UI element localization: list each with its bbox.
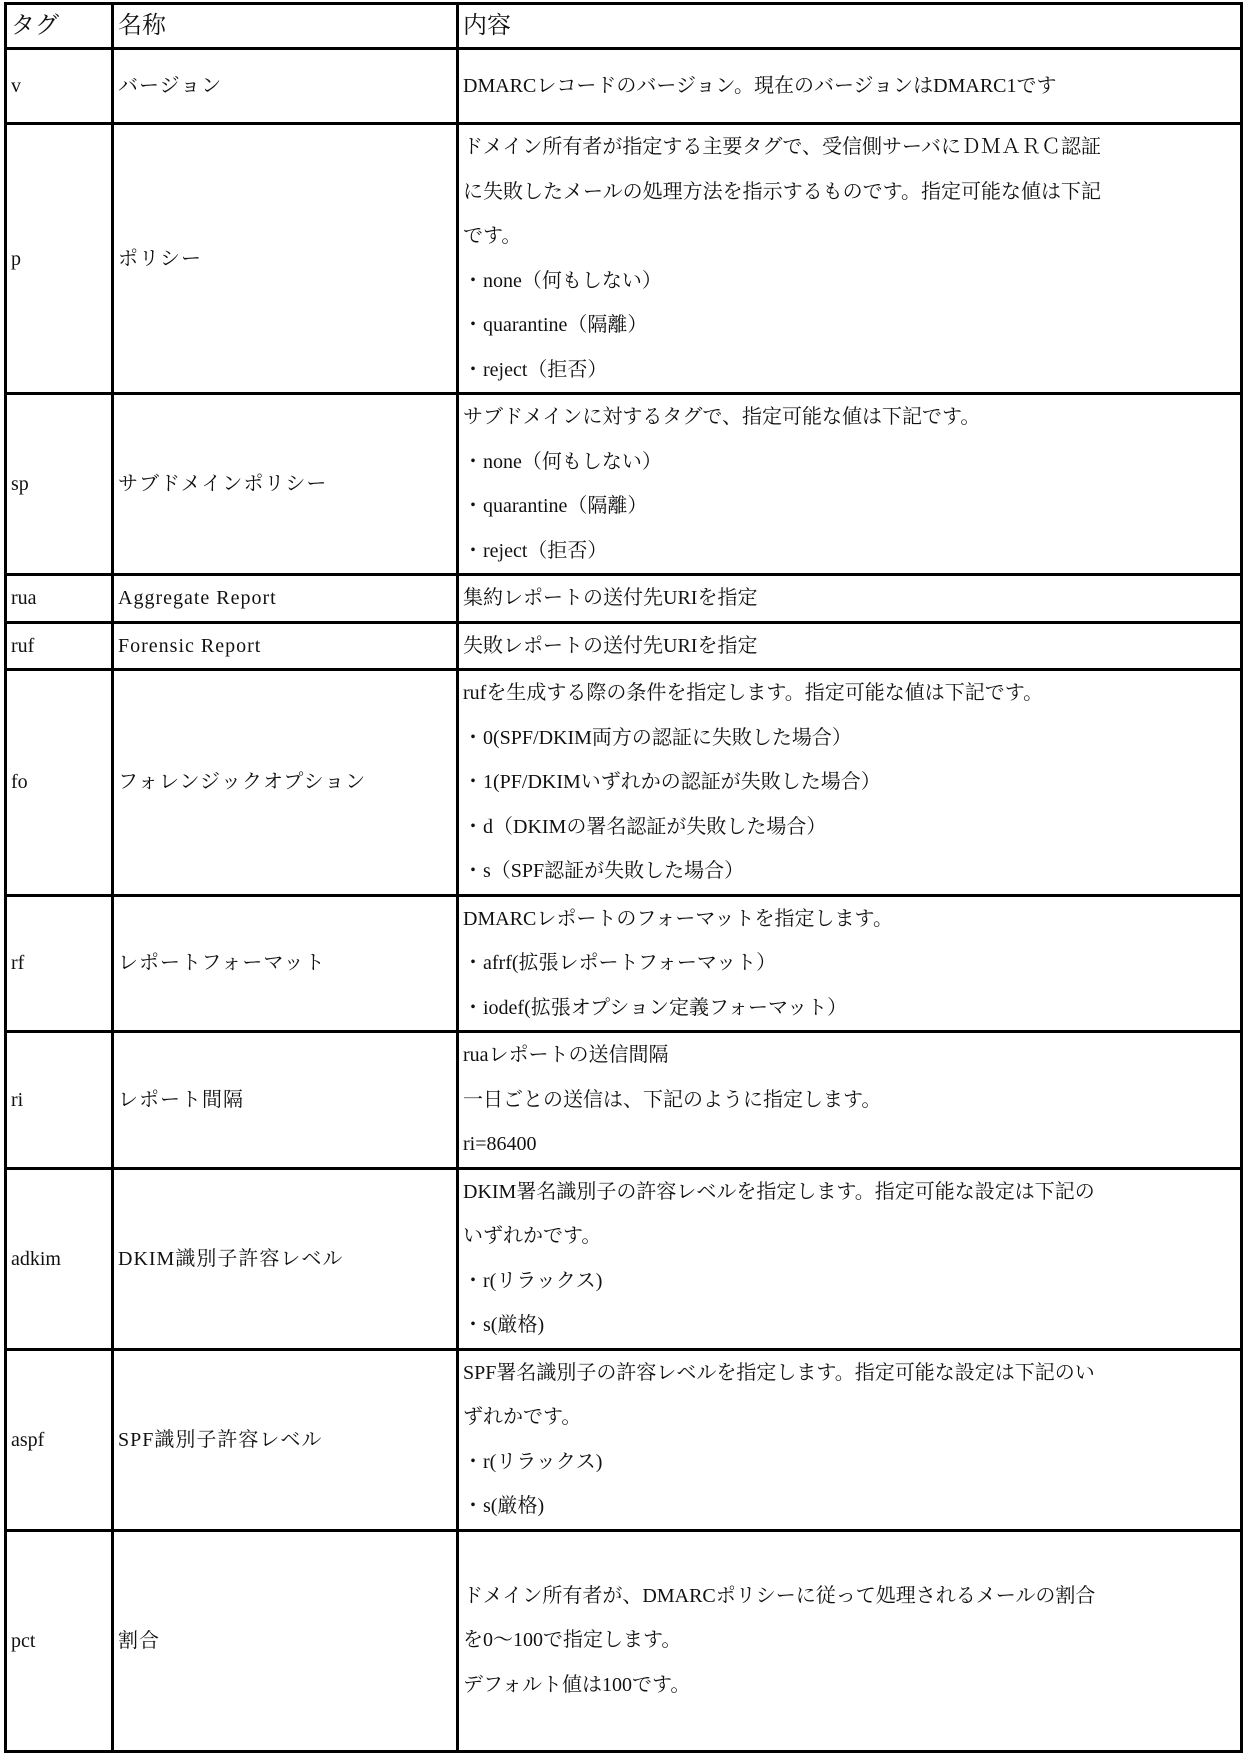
- table-row-ri: [6, 1032, 1242, 1169]
- header-name: 名称: [113, 4, 458, 49]
- name-cell: DKIM識別子許容レベル: [113, 1168, 458, 1349]
- description-cell: [458, 1349, 1242, 1530]
- description-cell: [458, 49, 1242, 124]
- description-cell: [458, 1530, 1242, 1751]
- table-row-sp: [6, 394, 1242, 575]
- description-line: ・reject（拒否）: [463, 358, 608, 381]
- description-line: デフォルト値は100です。: [463, 1673, 691, 1696]
- description-line: ずれかです。: [463, 1406, 582, 1428]
- name-cell: Forensic Report: [113, 622, 458, 670]
- description-line: 一日ごとの送信は、下記のように指定します。: [463, 1088, 882, 1111]
- tag-cell: v: [6, 49, 113, 124]
- name-cell: レポートフォーマット: [113, 895, 458, 1032]
- name-cell: レポート間隔: [113, 1032, 458, 1169]
- description-line: ruaレポートの送信間隔: [463, 1044, 669, 1066]
- name-cell: ポリシー: [113, 124, 458, 394]
- description-line: ・afrf(拡張レポートフォーマット）: [463, 952, 777, 974]
- description-line: サブドメインに対するタグで、指定可能な値は下記です。: [463, 406, 981, 428]
- description-cell: [458, 895, 1242, 1032]
- description-line: ・d（DKIMの署名認証が失敗した場合）: [463, 815, 827, 838]
- description-line: SPF署名識別子の許容レベルを指定します。指定可能な設定は下記のい: [463, 1361, 1095, 1384]
- description-line: DMARCレコードのバージョン。現在のバージョンはDMARC1です: [463, 74, 1057, 97]
- tag-cell: aspf: [6, 1349, 113, 1530]
- table-row-p: [6, 124, 1242, 394]
- name-cell: バージョン: [113, 49, 458, 124]
- table-row-adkim: [6, 1168, 1242, 1349]
- description-line: です。: [463, 225, 522, 247]
- description-line: 失敗レポートの送付先URIを指定: [463, 634, 758, 657]
- tag-cell: adkim: [6, 1168, 113, 1349]
- description-line: ・1(PF/DKIMいずれかの認証が失敗した場合）: [463, 771, 881, 793]
- description-line: ・0(SPF/DKIM両方の認証に失敗した場合）: [463, 726, 852, 749]
- description-cell: [458, 394, 1242, 575]
- description-line: を0～100で指定します。: [463, 1629, 682, 1652]
- table-row-v: [6, 49, 1242, 124]
- table-row-rf: [6, 895, 1242, 1032]
- tag-cell: ri: [6, 1032, 113, 1169]
- description-cell: [458, 124, 1242, 394]
- table-row-fo: [6, 670, 1242, 896]
- header-description: 内容: [458, 4, 1242, 49]
- description-line: ・quarantine（隔離）: [463, 314, 648, 336]
- description-line: ・r(リラックス): [463, 1450, 603, 1473]
- description-line: ドメイン所有者が指定する主要タグで、受信側サーバにＤＭＡＲＣ認証: [463, 136, 1101, 158]
- description-line: ・s（SPF認証が失敗した場合）: [463, 860, 745, 882]
- tag-cell: rf: [6, 895, 113, 1032]
- description-line: ドメイン所有者が、DMARCポリシーに従って処理されるメールの割合: [463, 1584, 1096, 1607]
- table-row-pct: [6, 1530, 1242, 1751]
- table-row-ruf: [6, 622, 1242, 670]
- description-line: DKIM署名識別子の許容レベルを指定します。指定可能な設定は下記の: [463, 1180, 1095, 1203]
- description-line: ・s(厳格): [463, 1314, 545, 1336]
- description-line: DMARCレポートのフォーマットを指定します。: [463, 907, 893, 930]
- description-line: ・r(リラックス): [463, 1269, 603, 1292]
- table-row-aspf: [6, 1349, 1242, 1530]
- name-cell: Aggregate Report: [113, 575, 458, 623]
- description-line: ・none（何もしない）: [463, 269, 662, 292]
- header-tag: タグ: [6, 4, 113, 49]
- table-header-row: [6, 4, 1242, 49]
- description-cell: [458, 575, 1242, 623]
- tag-cell: fo: [6, 670, 113, 896]
- tag-cell: pct: [6, 1530, 113, 1751]
- table-row-rua: [6, 575, 1242, 623]
- description-line: ri=86400: [463, 1133, 537, 1155]
- name-cell: サブドメインポリシー: [113, 394, 458, 575]
- tag-cell: sp: [6, 394, 113, 575]
- description-line: ・iodef(拡張オプション定義フォーマット）: [463, 996, 848, 1019]
- name-cell: SPF識別子許容レベル: [113, 1349, 458, 1530]
- description-line: いずれかです。: [463, 1225, 602, 1247]
- name-cell: フォレンジックオプション: [113, 670, 458, 896]
- tag-cell: p: [6, 124, 113, 394]
- description-cell: [458, 1032, 1242, 1169]
- description-line: ・quarantine（隔離）: [463, 495, 648, 517]
- tag-cell: ruf: [6, 622, 113, 670]
- description-cell: [458, 1168, 1242, 1349]
- description-line: に失敗したメールの処理方法を指示するものです。指定可能な値は下記: [463, 180, 1101, 203]
- description-line: ・none（何もしない）: [463, 450, 662, 473]
- table-body: [6, 49, 1242, 1752]
- description-line: rufを生成する際の条件を指定します。指定可能な値は下記です。: [463, 682, 1044, 704]
- description-cell: [458, 622, 1242, 670]
- name-cell: 割合: [113, 1530, 458, 1751]
- dmarc-tag-table: [4, 2, 1243, 1753]
- tag-cell: rua: [6, 575, 113, 623]
- description-line: 集約レポートの送付先URIを指定: [463, 587, 758, 609]
- description-line: ・reject（拒否）: [463, 539, 608, 562]
- description-line: ・s(厳格): [463, 1495, 545, 1517]
- description-cell: [458, 670, 1242, 896]
